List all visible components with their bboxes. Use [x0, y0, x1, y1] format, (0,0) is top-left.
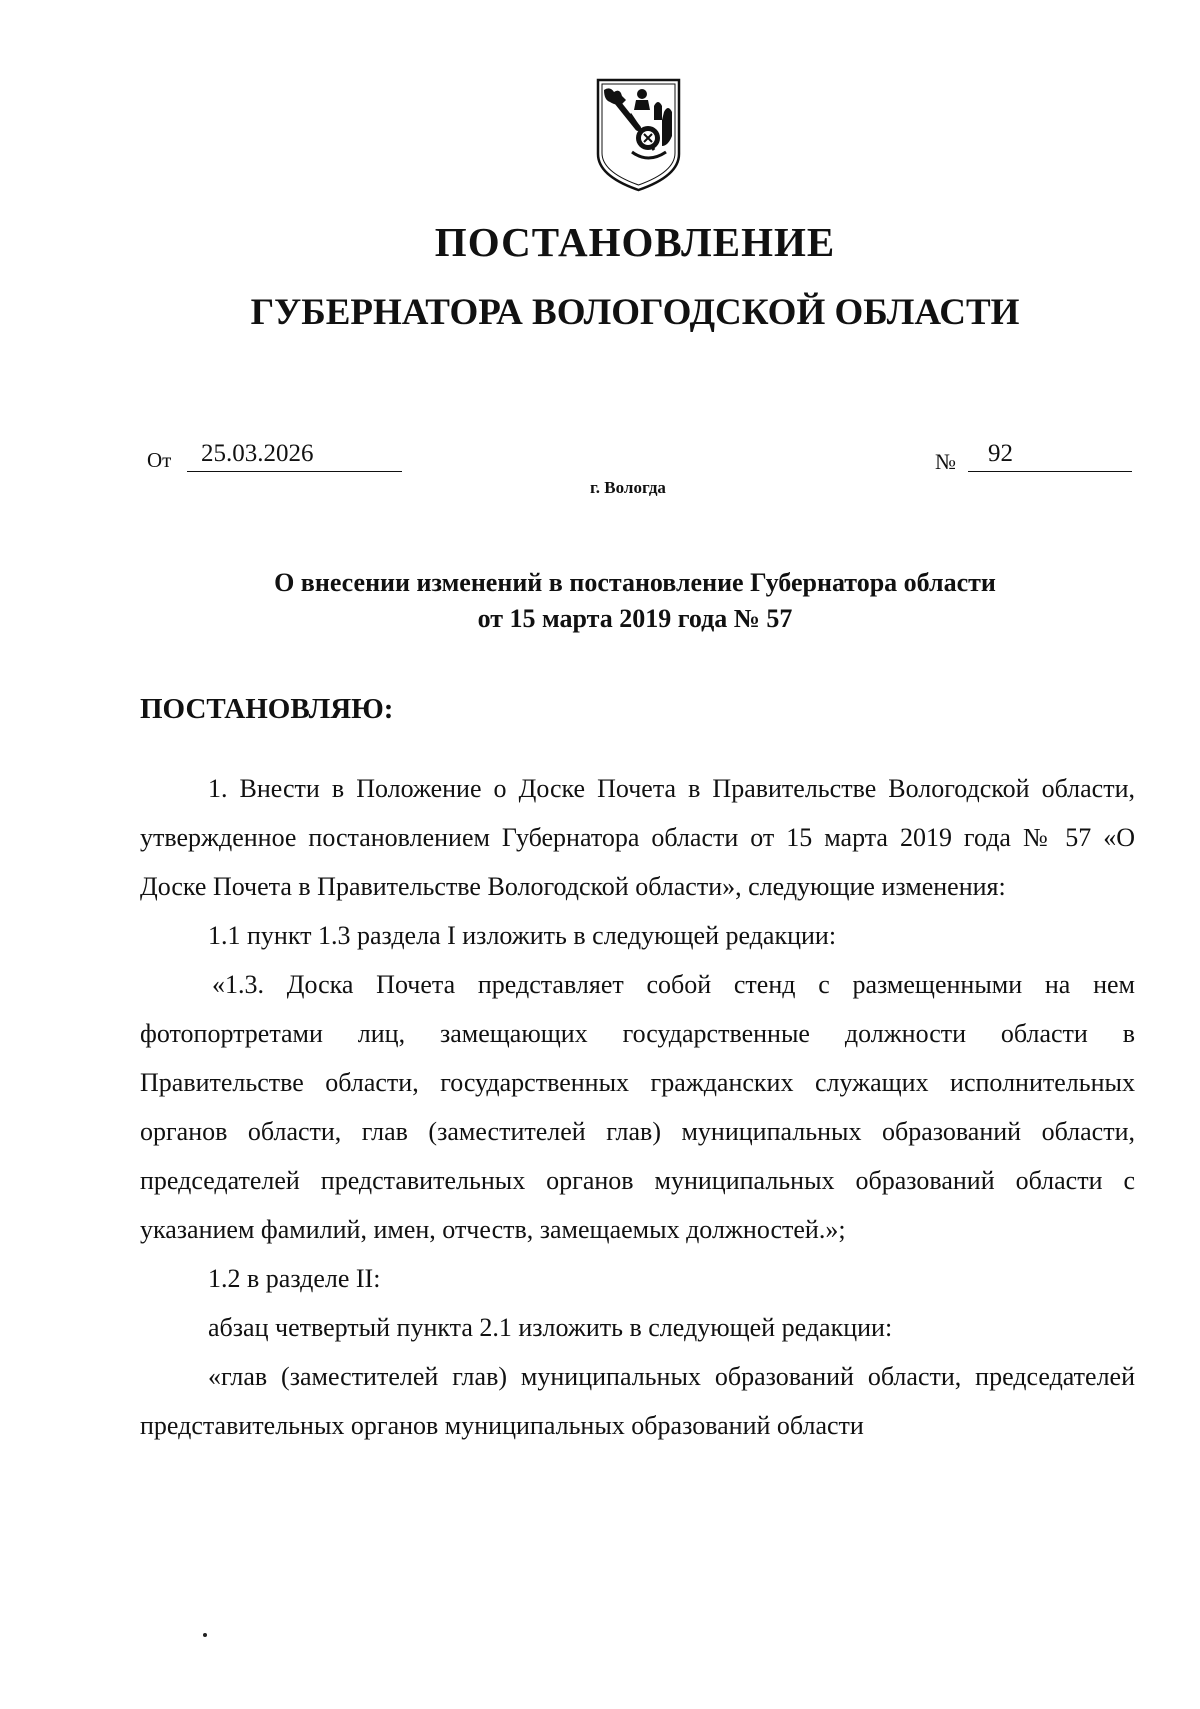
city-label: г. Вологда — [590, 478, 666, 497]
subject-line-2: от 15 марта 2019 года № 57 — [477, 604, 793, 633]
paragraph-3: «1.3. Доска Почета представляет собой стенд с размещенными на нем фотопортретами лиц, замещающих государственные должности области в Правительстве области, государственных гражданских служащих исполнительных органов области, глав (заместителей глав) муниципальных образований области, председателей представительных органов муниципальных образований области с указанием фамилий, имен, отчеств, замещаемых должностей.»; — [140, 970, 1135, 1244]
scan-artifact — [203, 1633, 207, 1637]
document-number: 92 — [968, 440, 1132, 472]
paragraph-2: 1.1 пункт 1.3 раздела I изложить в следующей редакции: — [208, 921, 837, 950]
paragraph-1: 1. Внести в Положение о Доске Почета в Правительстве Вологодской области, утвержденное постановлением Губернатора области от 15 марта 2019 года № 57 «О Доске Почета в Правительстве Вологодской области», следующие изменения: — [140, 774, 1135, 901]
paragraph-6: «глав (заместителей глав) муниципальных образований области, председателей представительных органов муниципальных образований области — [140, 1362, 1135, 1440]
document-body — [140, 764, 1135, 1450]
vologda-coat-of-arms-icon — [592, 76, 685, 192]
document-subtitle: ГУБЕРНАТОРА ВОЛОГОДСКОЙ ОБЛАСТИ — [250, 292, 1020, 333]
number-prefix: № — [935, 449, 956, 474]
date-prefix: От — [147, 448, 172, 472]
subject-line-1: О внесении изменений в постановление Губернатора области — [274, 568, 996, 597]
document-date: 25.03.2026 — [187, 440, 402, 472]
document-subject — [0, 565, 1200, 637]
document-title: ПОСТАНОВЛЕНИЕ — [434, 219, 836, 265]
decree-heading: ПОСТАНОВЛЯЮ: — [140, 693, 394, 725]
paragraph-5: абзац четвертый пункта 2.1 изложить в следующей редакции: — [208, 1313, 893, 1342]
paragraph-4: 1.2 в разделе II: — [208, 1264, 381, 1293]
